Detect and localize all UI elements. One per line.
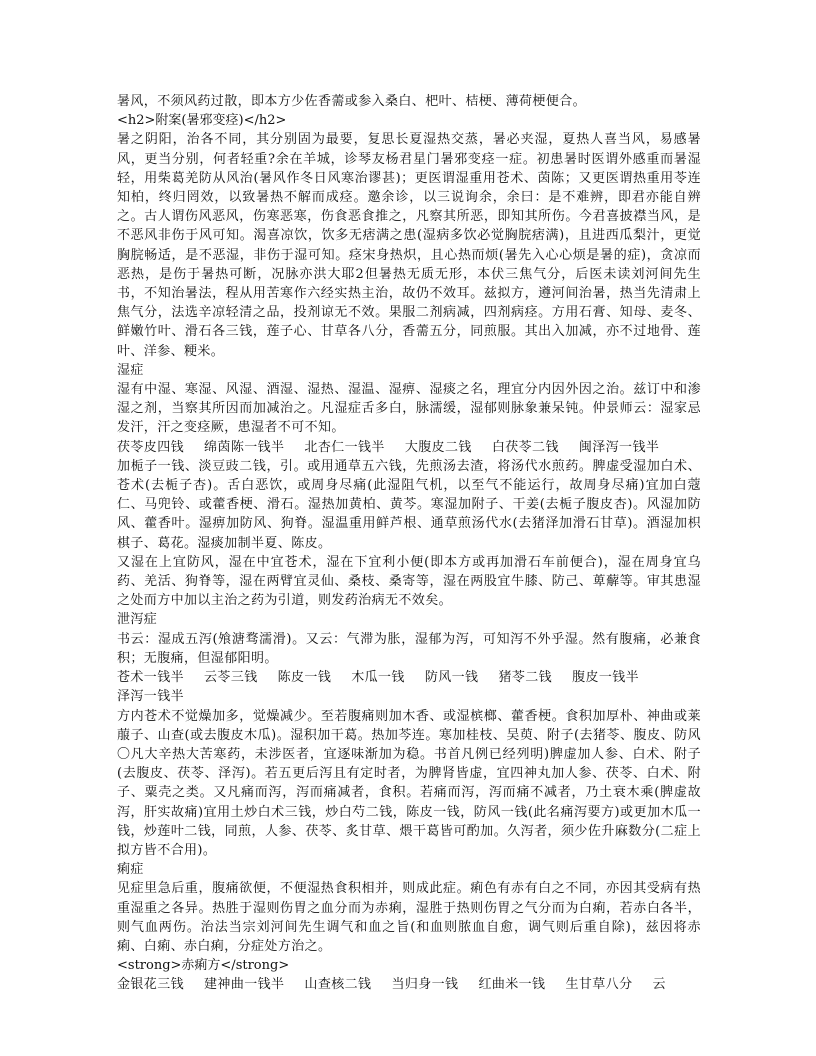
heading-lizheng: 痢症 bbox=[117, 862, 144, 878]
heading-shizheng: 湿症 bbox=[117, 362, 144, 378]
herb-item: 苍术一钱半 bbox=[117, 670, 185, 686]
herb-item: 北杏仁一钱半 bbox=[304, 439, 385, 455]
herb-item: 绵茵陈一钱半 bbox=[204, 439, 285, 455]
herb-item: 大腹皮二钱 bbox=[404, 439, 472, 455]
herb-item: 木瓜一钱 bbox=[351, 670, 405, 686]
herb-item: 云苓三钱 bbox=[204, 670, 258, 686]
paragraph-shufeng: 暑风，不须风药过散，即本方少佐香薷或参入桑白、杷叶、桔梗、薄荷梗便合。 bbox=[117, 94, 587, 109]
herb-item: 云 bbox=[652, 977, 666, 993]
paragraph-xiexie-modifications: 方内苍术不觉燥加多，觉燥减少。至若腹痛则加木香、或湿槟榔、藿香梗。食积加厚朴、神曲或莱菔子、山查(或去腹皮木瓜)。湿积加干葛。热加芩连。寒加桂枝、吴萸、附子(去猪苓、腹皮、防风〇凡大辛热大苦寒药，未涉医者，宜逐味渐加为稳。书首凡例已经列明)脾虚加人参、白术、附子(去腹皮、茯苓、泽泻)。若五更后泻且有定时者，为脾肾皆虚，宜四神丸加人参、茯苓、白术、附子、粟壳之类。又凡痛而泻，泻而痛减者，食积。若痛而泻，泻而痛不减者，乃土衰木乘(脾虚故泻，肝实故痛)宜用土炒白术三钱，炒白芍二钱，陈皮一钱，防风一钱(此名痛泻要方)或更加木瓜一钱，炒莲叶二钱，同煎，人参、茯苓、炙甘草、煨干葛皆可酌加。久泻者，须少佐升麻数分(二症上拟方皆不合用)。 bbox=[117, 708, 701, 858]
paragraph-shi-modifications: 加栀子一钱、淡豆豉二钱，引。或用通草五六钱，先煎汤去渣，将汤代水煎药。脾虚受湿加白术、苍术(去栀子杏)。舌白恶饮，或周身尽痛(此湿阻气机，以至气不能运行，故周身尽痛)宜加白蔻仁、马兜铃、或藿香梗、滑石。湿热加黄柏、黄芩。寒湿加附子、干姜(去栀子腹皮杏)。风湿加防风、藿香叶。湿痹加防风、狗脊。湿温重用鲜芦根、通草煎汤代水(去猪泽加滑石甘草)。酒湿加枳棋子、葛花。湿痰加制半夏、陈皮。 bbox=[117, 458, 701, 551]
paragraph-xiexie-intro: 书云：湿成五泻(飧溏骛濡滑)。又云：气滞为胀，湿郁为泻，可知泻不外乎湿。然有腹痛，必兼食积；无腹痛，但湿郁阳明。 bbox=[117, 631, 701, 666]
herb-item: 闽泽泻一钱半 bbox=[578, 439, 660, 455]
formula-chili-herbs bbox=[117, 975, 701, 994]
herb-item: 茯苓皮四钱 bbox=[117, 439, 185, 455]
herb-item: 泽泻一钱半 bbox=[117, 689, 185, 705]
herb-item: 腹皮一钱半 bbox=[572, 670, 640, 686]
paragraph-shizheng-intro: 湿有中湿、寒湿、风湿、酒湿、湿热、湿温、湿痹、湿痰之名，理宜分内因外因之治。兹订中和渗湿之剂，当察其所因而加减治之。凡湿症舌多白，脉濡缓，湿郁则脉象兼呆钝。仲景师云：湿家忌发汗，汗之变痉厥，患湿者不可不知。 bbox=[117, 382, 701, 436]
herb-item: 防风一钱 bbox=[424, 670, 479, 686]
herb-item: 当归身一钱 bbox=[391, 977, 459, 993]
paragraph-lizheng: 见症里急后重，腹痛欲便，不便湿热食积相并，则成此症。痢色有赤有白之不同，亦因其受病有热重湿重之各异。热胜于湿则伤胃之血分而为赤痢，湿胜于热则伤胃之气分而为白痢，若赤白各半，则气血两伤。治法当宗刘河间先生调气和血之旨(和血则脓血自愈，调气则后重自除)，兹因将赤痢、白痢、赤白痢，分症处方治之。 bbox=[117, 881, 701, 954]
heading-xiexie: 泄泻症 bbox=[117, 612, 158, 628]
herb-item: 金银花三钱 bbox=[117, 977, 185, 993]
heading-case-shuxie: <h2>附案(暑邪变痉)</h2> bbox=[117, 113, 287, 129]
herb-item: 陈皮一钱 bbox=[277, 670, 332, 686]
document-page bbox=[117, 92, 701, 995]
herb-item: 白茯苓二钱 bbox=[491, 439, 559, 455]
herb-item: 山查核二钱 bbox=[304, 977, 372, 993]
heading-chili-formula: <strong>赤痢方</strong> bbox=[117, 958, 290, 974]
herb-item: 生甘草八分 bbox=[565, 977, 633, 993]
paragraph-shi-location: 又湿在上宜防风，湿在中宜苍术，湿在下宜利小便(即本方或再加滑石车前便合)，湿在周身宜乌药、羌活、狗脊等，湿在两臂宜灵仙、桑枝、桑寄等，湿在两股宜牛膝、防己、萆薢等。审其患湿之处而方中加以主治之药为引道，则发药治病无不效矣。 bbox=[117, 554, 701, 609]
formula-shi-herbs bbox=[117, 438, 701, 457]
herb-item: 建神曲一钱半 bbox=[204, 977, 285, 993]
herb-item: 猪苓二钱 bbox=[498, 670, 553, 686]
formula-xie-herbs bbox=[117, 668, 701, 706]
herb-item: 红曲米一钱 bbox=[478, 977, 546, 993]
paragraph-case: 暑之阴阳，治各不同，其分别固为最要，复思长夏湿热交蒸，暑必夹湿，夏热人喜当风，易感暑风，更当分别，何者轻重?余在羊城，诊琴友杨君星门暑邪变痉一症。初患暑时医谓外感重而暑湿轻，用柴葛羌防从风治(暑风作冬日风寒治谬甚)；更医谓湿重用苍术、茵陈；又更医谓热重用苓连知柏，终归罔效，以致暑热不解而成痉。邀余诊，以三说询余，余曰：是不难辨，即君亦能自辨之。古人谓伤风恶风，伤寒恶寒，伤食恶食推之，凡察其所恶，即知其所伤。今君喜披襟当风，是不恶风非伤于风可知。渴喜凉饮，饮多无痞满之患(湿病多饮必觉胸脘痞满)，且进西瓜梨汁，更觉胸脘畅适，是不恶湿，非伤于湿可知。痉宋身热炽，且心热而烦(暑先入心心烦是暑的症)，贪凉而恶热，是伤于暑热可断，况脉亦洪大耶2但暑热无质无形，本伏三焦气分，后医未读刘河间先生书，不知治暑法，程从用苦寒作六经实热主治，故仍不效耳。兹拟方，遵河间治暑，热当先清肃上焦气分，法选辛凉轻清之品，投剂谅无不效。果服二剂病减，四剂病痉。方用石膏、知母、麦冬、鲜嫩竹叶、滑石各三钱，莲子心、甘草各八分，香薷五分，同煎服。其出入加减，亦不过地骨、莲叶、洋参、粳米。 bbox=[117, 132, 701, 359]
